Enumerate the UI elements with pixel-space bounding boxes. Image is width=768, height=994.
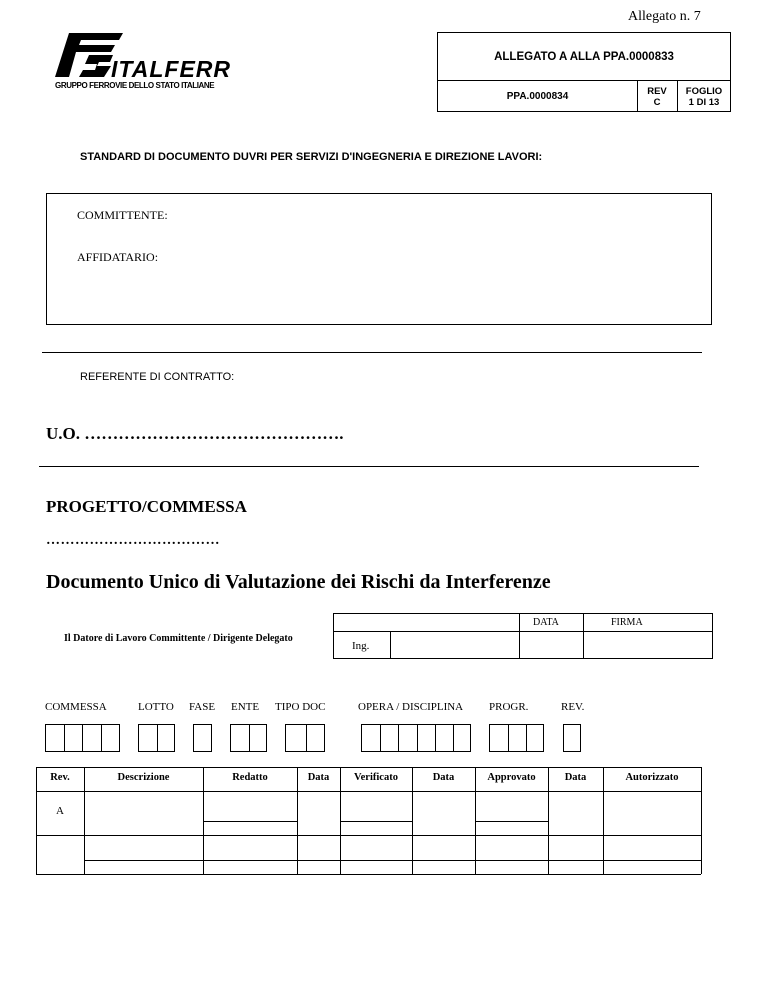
code-box-fase[interactable] (193, 724, 212, 752)
progetto-label: PROGETTO/COMMESSA (46, 497, 247, 516)
code-box-progr[interactable] (489, 724, 544, 752)
code-label-commessa: COMMESSA (45, 701, 107, 713)
rev-header-autorizzato: Autorizzato (625, 772, 679, 783)
header-foglio: FOGLIO 1 DI 13 (685, 85, 723, 108)
rev-header-approvato: Approvato (487, 772, 536, 783)
code-label-tipo-doc: TIPO DOC (275, 701, 326, 713)
code-box-ente[interactable] (230, 724, 267, 752)
divider (42, 352, 702, 353)
rev-header-data: Data (307, 772, 330, 783)
sig-firma-header: FIRMA (611, 617, 643, 628)
rev-header-rev: Rev. (50, 772, 70, 783)
logo-brand: ITALFERR (111, 56, 232, 82)
rev-header-descrizione: Descrizione (117, 772, 170, 783)
code-label-opera: OPERA / DISCIPLINA (358, 701, 464, 713)
committente-label: COMMITTENTE: (77, 208, 168, 222)
logo-group: GRUPPO FERROVIE DELLO STATO ITALIANE (55, 81, 215, 90)
italferr-logo (55, 33, 245, 95)
code-box-commessa[interactable] (45, 724, 120, 752)
header-rev: REV C (647, 85, 667, 108)
code-box-lotto[interactable] (138, 724, 175, 752)
code-label-ente: ENTE (231, 701, 260, 713)
header-doc-code: PPA.0000834 (506, 91, 569, 102)
header-title: ALLEGATO A ALLA PPA.0000833 (438, 33, 730, 81)
code-box-tipo-doc[interactable] (285, 724, 325, 752)
code-label-progr: PROGR. (489, 701, 529, 713)
uo-line: U.O. ………………………………………. (46, 424, 344, 443)
header-box (437, 32, 731, 112)
allegato-label: Allegato n. 7 (628, 9, 701, 24)
code-label-lotto: LOTTO (138, 701, 174, 713)
sig-ing: Ing. (352, 640, 370, 652)
rev-header-data: Data (564, 772, 587, 783)
main-title: Documento Unico di Valutazione dei Rischi da Interferenze (46, 571, 551, 593)
affidatario-label: AFFIDATARIO: (77, 250, 159, 264)
progetto-dots: ……………………………… (46, 533, 220, 548)
rev-row-a: A (56, 805, 64, 817)
code-label-rev: REV. (561, 701, 585, 713)
code-box-rev[interactable] (563, 724, 581, 752)
divider (39, 466, 699, 467)
referente-label: REFERENTE DI CONTRATTO: (80, 371, 235, 383)
rev-header-redatto: Redatto (232, 772, 268, 783)
code-label-fase: FASE (189, 701, 216, 713)
sig-data-header: DATA (533, 617, 559, 628)
standard-title: STANDARD DI DOCUMENTO DUVRI PER SERVIZI D'INGEGNERIA E DIREZIONE LAVORI: (80, 151, 543, 163)
sig-datore: Il Datore di Lavoro Committente / Dirigente Delegato (64, 633, 293, 644)
code-box-opera[interactable] (361, 724, 471, 752)
rev-header-data: Data (432, 772, 455, 783)
rev-header-verificato: Verificato (354, 772, 398, 783)
